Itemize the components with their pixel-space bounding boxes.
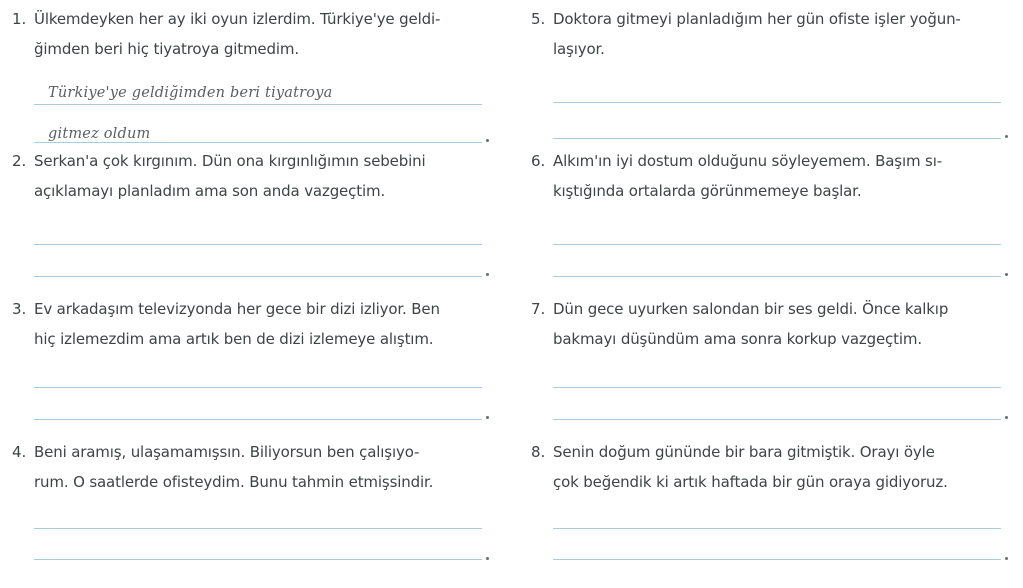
- answer-end-period: [1005, 557, 1008, 560]
- exercise-question: [34, 294, 484, 354]
- question-line: Ev arkadaşım televizyonda her gece bir dizi izliyor. Ben: [34, 300, 440, 318]
- answer-line[interactable]: [553, 559, 1001, 560]
- exercise-question: [553, 437, 1003, 497]
- answer-line[interactable]: [34, 276, 482, 277]
- handwritten-answer: gitmez oldum: [48, 126, 151, 142]
- answer-line[interactable]: [553, 387, 1001, 388]
- exercise-question: [553, 294, 1003, 354]
- question-line: açıklamayı planladım ama son anda vazgeçtim.: [34, 182, 386, 200]
- answer-line[interactable]: [34, 142, 482, 143]
- answer-end-period: [486, 139, 489, 142]
- answer-line[interactable]: [34, 387, 482, 388]
- answer-line[interactable]: [553, 419, 1001, 420]
- question-line: hiç izlemezdim ama artık ben de dizi izlemeye alıştım.: [34, 330, 434, 348]
- handwritten-answer: Türkiye'ye geldiğimden beri tiyatroya: [48, 85, 333, 101]
- exercise-number: 6.: [531, 152, 546, 170]
- question-line: laşıyor.: [553, 40, 605, 58]
- question-line: çok beğendik ki artık haftada bir gün oraya gidiyoruz.: [553, 473, 948, 491]
- answer-line[interactable]: [34, 104, 482, 105]
- exercise-number: 1.: [12, 10, 27, 28]
- exercise-question: [34, 437, 484, 497]
- exercise-number: 3.: [12, 300, 27, 318]
- question-line: Ülkemdeyken her ay iki oyun izlerdim. Türkiye'ye geldi-: [34, 10, 441, 28]
- exercise-question: [553, 4, 1003, 64]
- answer-end-period: [1005, 416, 1008, 419]
- answer-line[interactable]: [34, 244, 482, 245]
- question-line: Dün gece uyurken salondan bir ses geldi. Önce kalkıp: [553, 300, 949, 318]
- exercise-number: 7.: [531, 300, 546, 318]
- exercise-number: 4.: [12, 443, 27, 461]
- answer-line[interactable]: [553, 102, 1001, 103]
- question-line: Alkım'ın iyi dostum olduğunu söyleyemem. Başım sı-: [553, 152, 943, 170]
- exercise-number: 5.: [531, 10, 546, 28]
- question-line: bakmayı düşündüm ama sonra korkup vazgeçtim.: [553, 330, 922, 348]
- exercise-question: [34, 4, 484, 64]
- question-line: Senin doğum gününde bir bara gitmiştik. Orayı öyle: [553, 443, 935, 461]
- exercise-number: 8.: [531, 443, 546, 461]
- answer-end-period: [1005, 135, 1008, 138]
- answer-line[interactable]: [553, 138, 1001, 139]
- answer-line[interactable]: [553, 244, 1001, 245]
- answer-line[interactable]: [34, 559, 482, 560]
- answer-end-period: [1005, 273, 1008, 276]
- question-line: Doktora gitmeyi planladığım her gün ofiste işler yoğun-: [553, 10, 961, 28]
- answer-line[interactable]: [34, 419, 482, 420]
- exercise-number: 2.: [12, 152, 27, 170]
- answer-end-period: [486, 416, 489, 419]
- answer-end-period: [486, 557, 489, 560]
- question-line: Serkan'a çok kırgınım. Dün ona kırgınlığımın sebebini: [34, 152, 426, 170]
- answer-line[interactable]: [553, 276, 1001, 277]
- answer-line[interactable]: [34, 528, 482, 529]
- exercise-question: [553, 146, 1003, 206]
- answer-line[interactable]: [553, 528, 1001, 529]
- question-line: Beni aramış, ulaşamamışsın. Biliyorsun ben çalışıyo-: [34, 443, 420, 461]
- question-line: rum. O saatlerde ofisteydim. Bunu tahmin etmişsindir.: [34, 473, 434, 491]
- question-line: kıştığında ortalarda görünmemeye başlar.: [553, 182, 862, 200]
- question-line: ğimden beri hiç tiyatroya gitmedim.: [34, 40, 299, 58]
- answer-end-period: [486, 273, 489, 276]
- exercise-question: [34, 146, 484, 206]
